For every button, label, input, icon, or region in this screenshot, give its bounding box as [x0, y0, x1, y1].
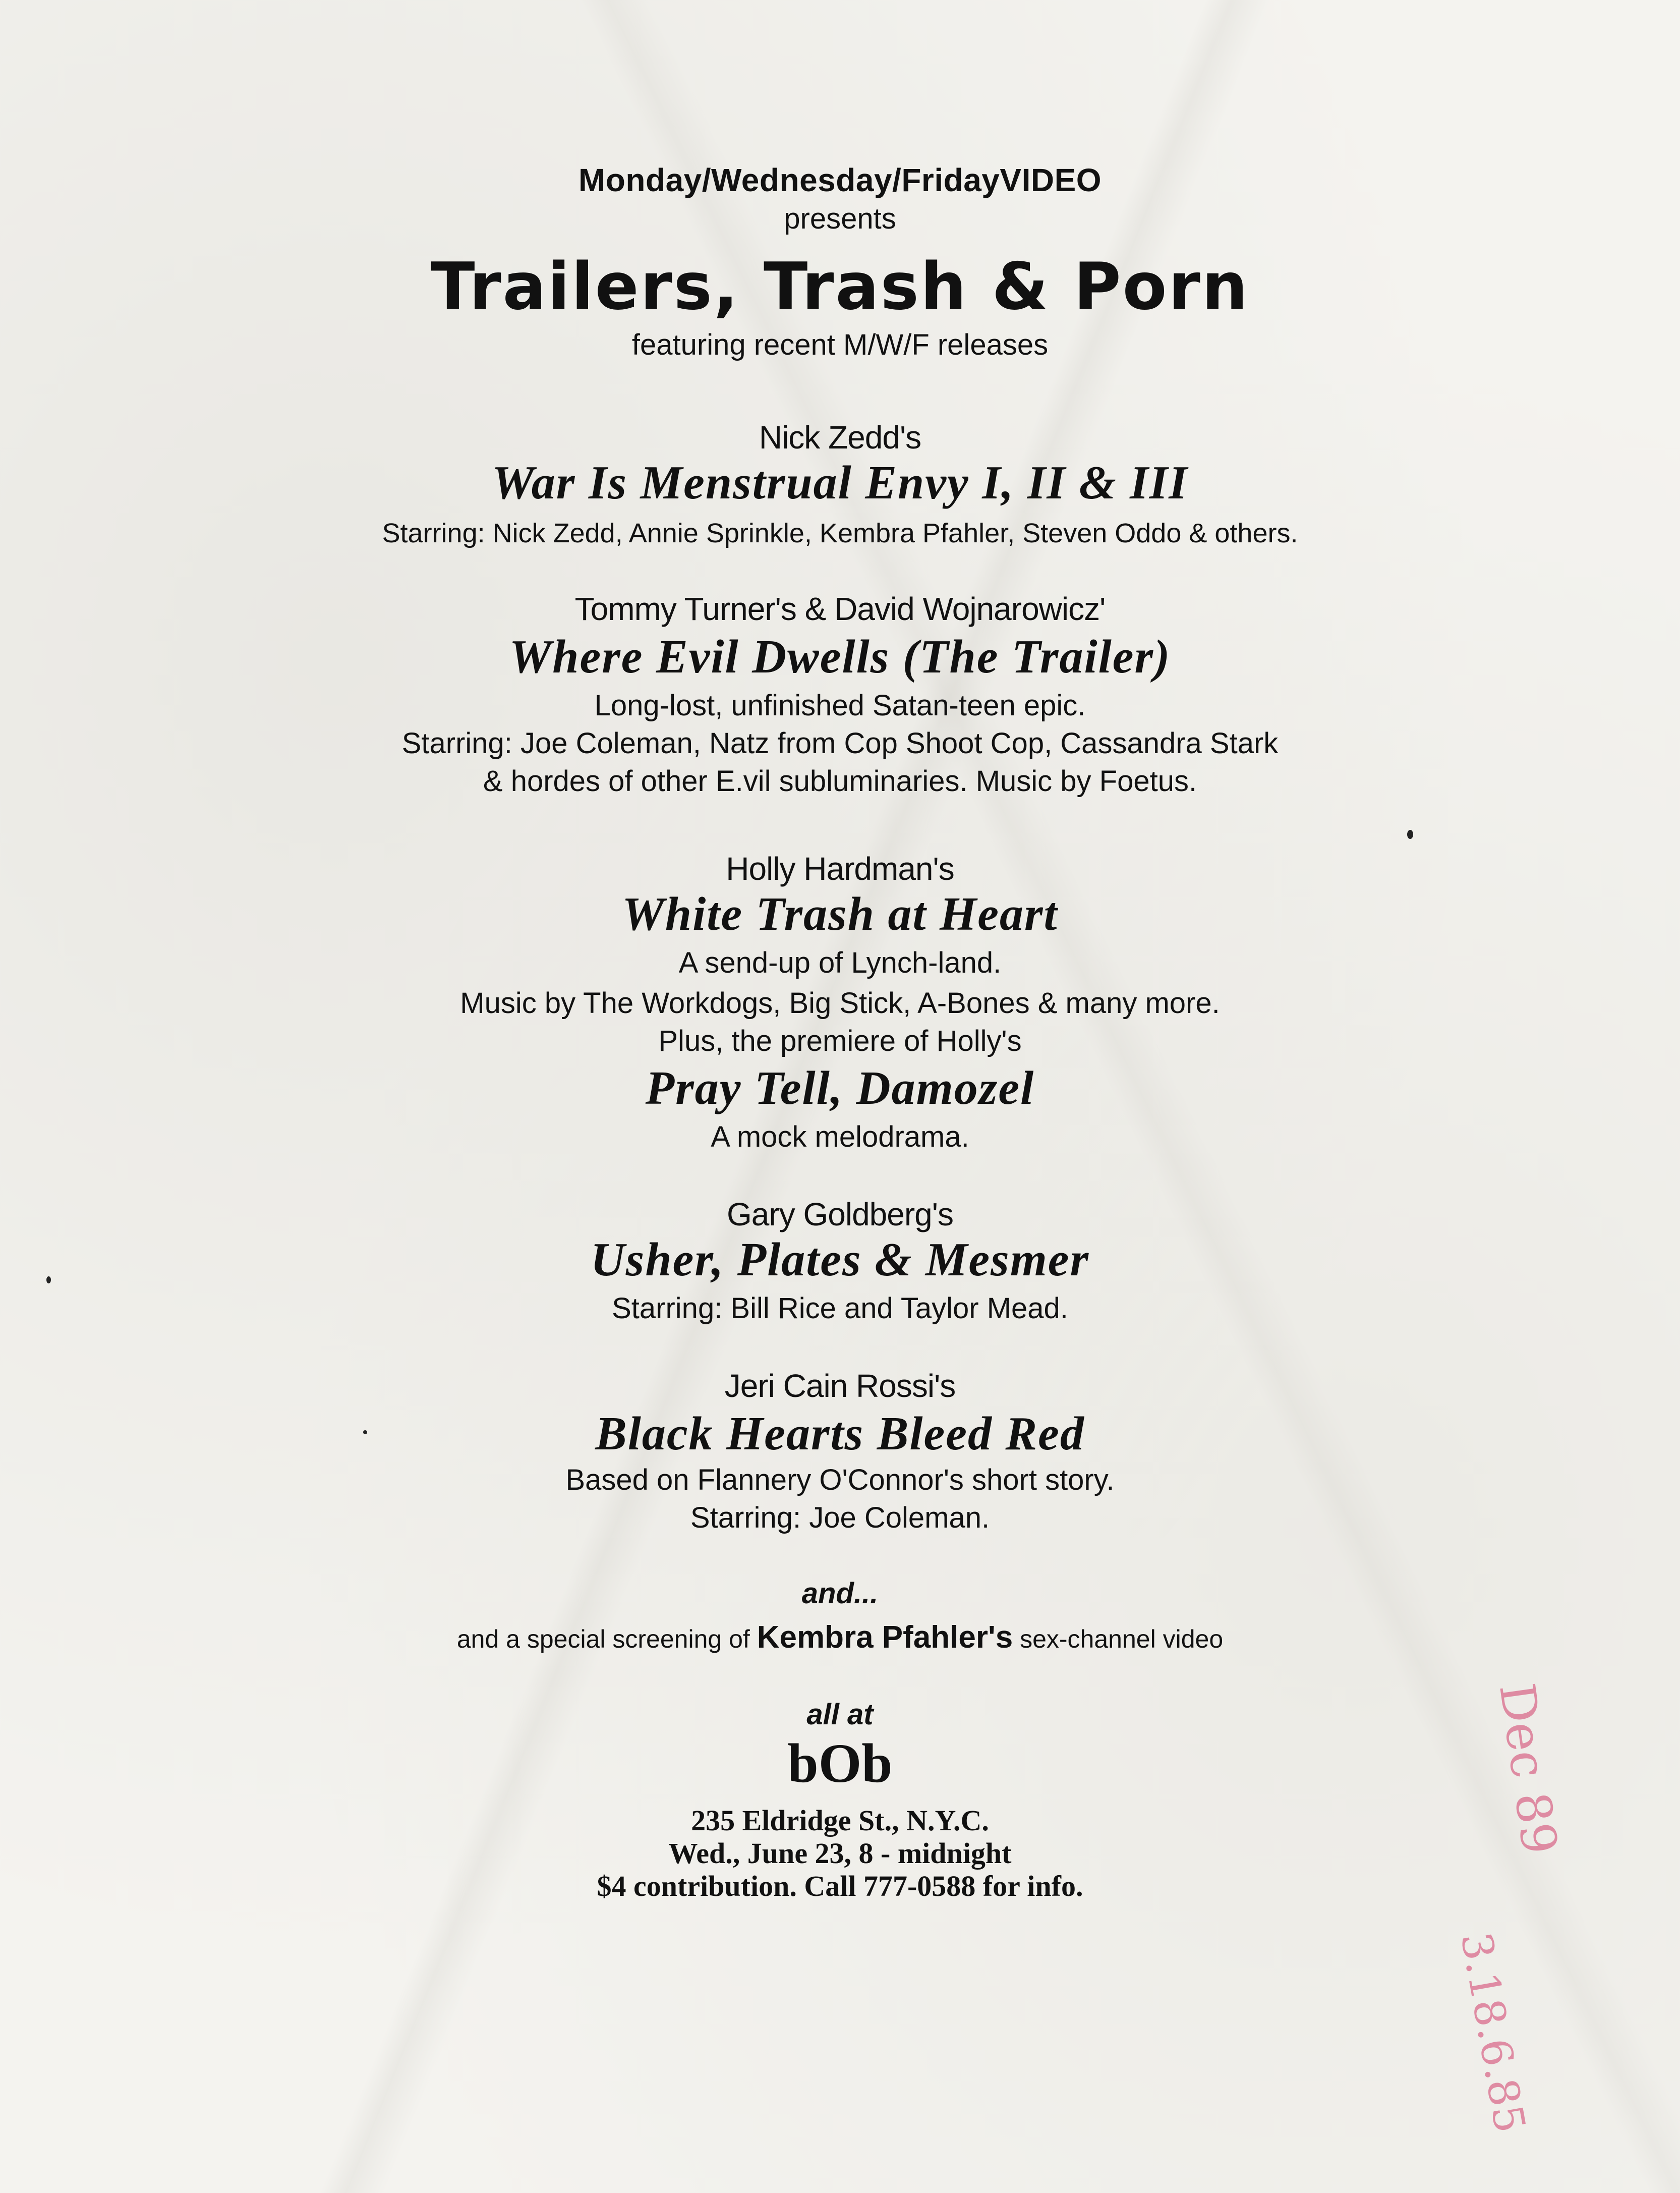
archive-mark-lower: 3.18.6.85	[1451, 1929, 1535, 2136]
film-description: Starring: Bill Rice and Taylor Mead.	[612, 1292, 1068, 1325]
film-description: Long-lost, unfinished Satan-teen epic.	[594, 689, 1086, 722]
film-description: Starring: Joe Coleman, Natz from Cop Shoot Cop, Cassandra Stark	[401, 727, 1279, 760]
event-title: Trailers, Trash & Porn	[431, 249, 1249, 324]
film-title: War Is Menstrual Envy I, II & III	[492, 457, 1188, 509]
film-title: Pray Tell, Damozel	[645, 1062, 1035, 1114]
film-credit: Gary Goldberg's	[727, 1196, 953, 1232]
film-title: Usher, Plates & Mesmer	[590, 1233, 1090, 1286]
presenter-name: Monday/Wednesday/FridayVIDEO	[578, 162, 1102, 198]
film-credit: Tommy Turner's & David Wojnarowicz'	[574, 591, 1106, 627]
special-name: Kembra Pfahler's	[757, 1620, 1013, 1655]
event-price: $4 contribution. Call 777-0588 for info.	[597, 1870, 1083, 1902]
special-post: sex-channel video	[1013, 1625, 1224, 1653]
special-pre: and a special screening of	[456, 1625, 757, 1653]
event-subtitle: featuring recent M/W/F releases	[631, 328, 1049, 361]
ink-speck	[1407, 830, 1413, 839]
film-credit: Nick Zedd's	[759, 419, 921, 456]
and-label: and...	[801, 1577, 879, 1610]
archive-mark-upper: Dec 89	[1488, 1679, 1569, 1858]
film-description: Plus, the premiere of Holly's	[658, 1025, 1022, 1057]
film-title: Where Evil Dwells (The Trailer)	[509, 631, 1171, 683]
film-description: A send-up of Lynch-land.	[678, 946, 1002, 979]
film-description: Starring: Nick Zedd, Annie Sprinkle, Kembra Pfahler, Steven Oddo & others.	[382, 518, 1298, 548]
venue-name: bOb	[787, 1732, 893, 1794]
film-title: White Trash at Heart	[622, 888, 1058, 940]
film-description: A mock melodrama.	[711, 1120, 969, 1153]
film-credit: Holly Hardman's	[726, 851, 954, 887]
ink-speck	[46, 1276, 51, 1283]
presents-label: presents	[784, 202, 896, 235]
ink-speck	[363, 1430, 367, 1434]
film-title: Black Hearts Bleed Red	[595, 1408, 1085, 1460]
film-description: Starring: Joe Coleman.	[690, 1501, 990, 1534]
film-credit: Jeri Cain Rossi's	[724, 1368, 956, 1404]
film-description: Based on Flannery O'Connor's short story.	[565, 1464, 1115, 1496]
special-screening	[0, 1622, 1680, 1653]
event-date: Wed., June 23, 8 - midnight	[668, 1837, 1012, 1870]
film-description: & hordes of other E.vil subluminaries. Music by Foetus.	[483, 765, 1197, 798]
film-description: Music by The Workdogs, Big Stick, A-Bones & many more.	[460, 987, 1220, 1020]
venue-address: 235 Eldridge St., N.Y.C.	[691, 1804, 989, 1837]
all-at-label: all at	[806, 1698, 874, 1731]
